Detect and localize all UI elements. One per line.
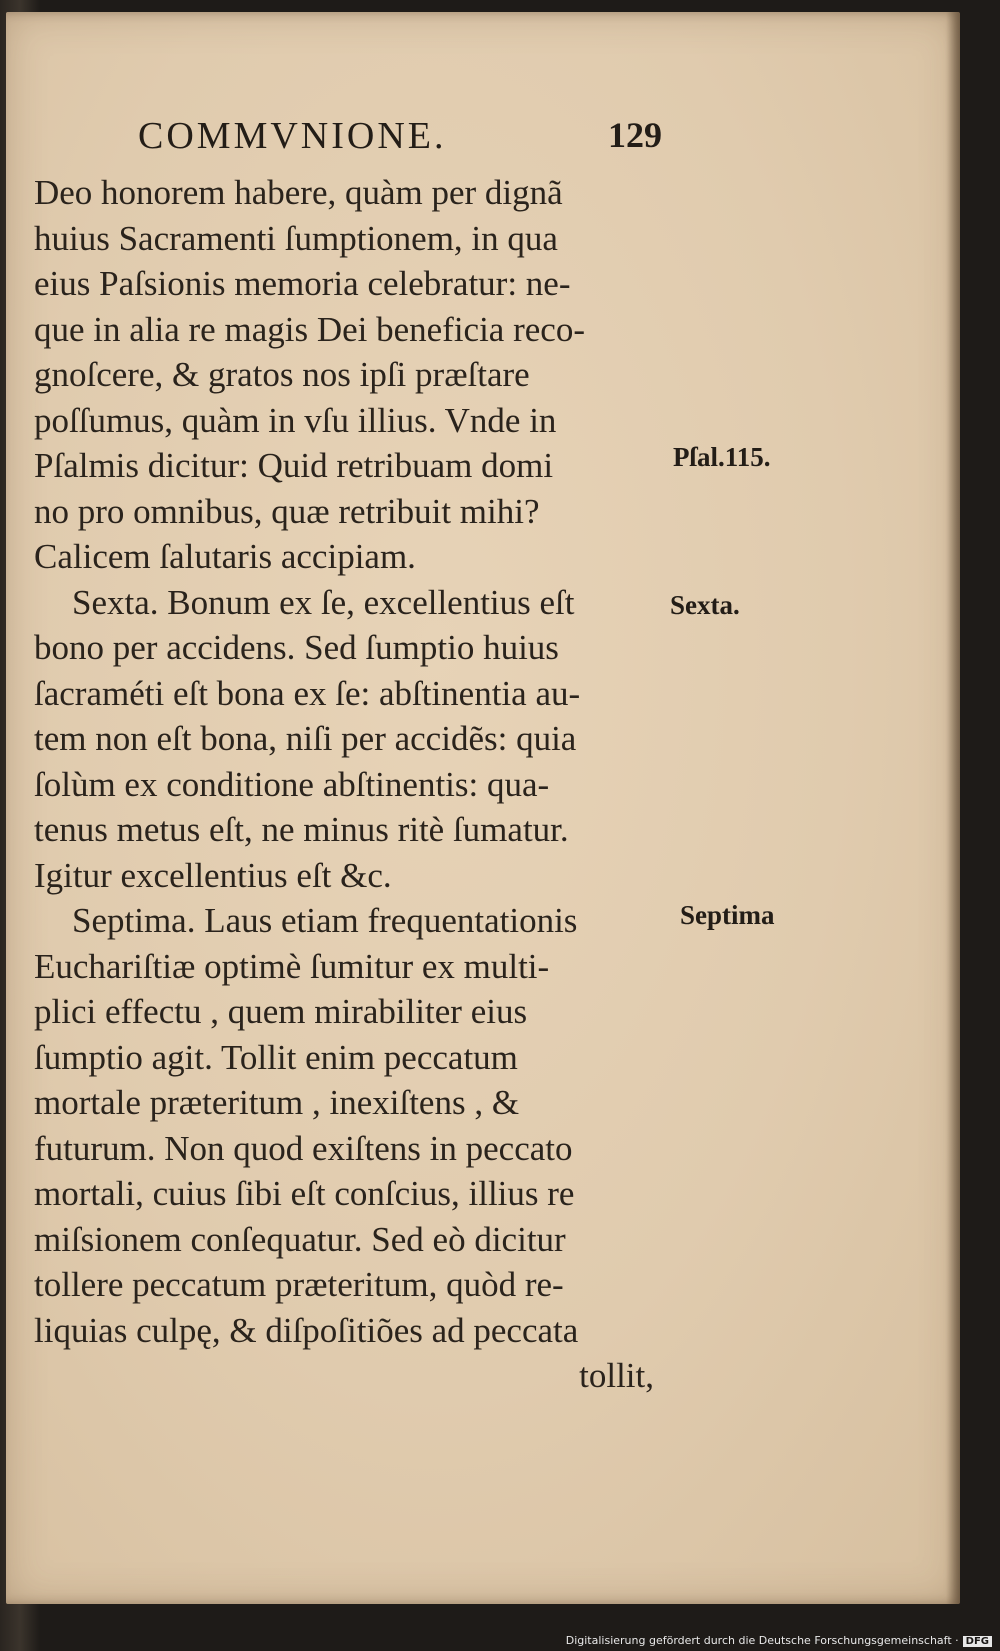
page-edge-shadow [946, 12, 960, 1604]
text-line: Pſalmis dicitur: Quid retribuam domi [34, 446, 554, 485]
credit-text: Digitalisierung gefördert durch die Deutsche Forschungsgemeinschaft · [565, 1634, 959, 1647]
text-line: mortali, cuius ſibi eſt conſcius, illius re [34, 1174, 575, 1213]
margin-note-sexta: Sexta. [670, 590, 740, 620]
page-header [128, 114, 668, 164]
text-line: futurum. Non quod exiſtens in peccato [34, 1128, 573, 1168]
text-line: eius Paſsionis memoria celebratur: ne- [34, 264, 571, 303]
text-line: tem non eſt bona, niſi per accidẽs: quia [34, 719, 577, 758]
text-line: que in alia re magis Dei beneficia reco- [34, 309, 585, 349]
text-line: poſſumus, quàm in vſu illius. Vnde in [34, 400, 557, 440]
dfg-logo: DFG [963, 1636, 992, 1647]
text-line: ſacraméti eſt bona ex ſe: abſtinentia au- [34, 673, 581, 713]
catchword: tollit, [579, 1356, 654, 1395]
digitization-credit [566, 1634, 992, 1647]
margin-note-psalm: Pſal.115. [673, 442, 771, 472]
page-number: 129 [608, 115, 662, 155]
text-line: mortale præteritum , inexiſtens , & [34, 1083, 520, 1122]
text-line: Septima. Laus etiam frequentationis [72, 901, 578, 940]
text-line: tollere peccatum præteritum, quòd re- [34, 1265, 564, 1304]
book-page [6, 12, 960, 1604]
text-line: no pro omnibus, quæ retribuit mihi? [34, 491, 540, 531]
text-line: tenus metus eſt, ne minus ritè ſumatur. [34, 810, 569, 849]
text-line: Deo honorem habere, quàm per dignã [34, 173, 563, 212]
text-line: miſsionem conſequatur. Sed eò dicitur [34, 1219, 566, 1259]
text-line: Euchariſtiæ optimè ſumitur ex multi- [34, 946, 550, 986]
body-text [34, 170, 674, 1399]
text-line: Igitur excellentius eſt &c. [34, 855, 392, 895]
text-line: ſolùm ex conditione abſtinentis: qua- [34, 764, 550, 804]
text-line: Calicem ſalutaris accipiam. [34, 537, 416, 576]
text-line: Sexta. Bonum ex ſe, excellentius eſt [72, 582, 575, 622]
margin-note-septima: Septima [680, 900, 775, 930]
text-line: liquias culpę, & diſpoſitiões ad peccata [34, 1310, 579, 1350]
text-line: bono per accidens. Sed ſumptio huius [34, 628, 559, 667]
text-line: huius Sacramenti ſumptionem, in qua [34, 218, 558, 258]
running-head: COMMVNIONE. [138, 115, 447, 157]
text-line: ſumptio agit. Tollit enim peccatum [34, 1037, 518, 1077]
text-line: gnoſcere, & gratos nos ipſi præſtare [34, 355, 530, 394]
text-line: plici effectu , quem mirabiliter eius [34, 992, 528, 1031]
